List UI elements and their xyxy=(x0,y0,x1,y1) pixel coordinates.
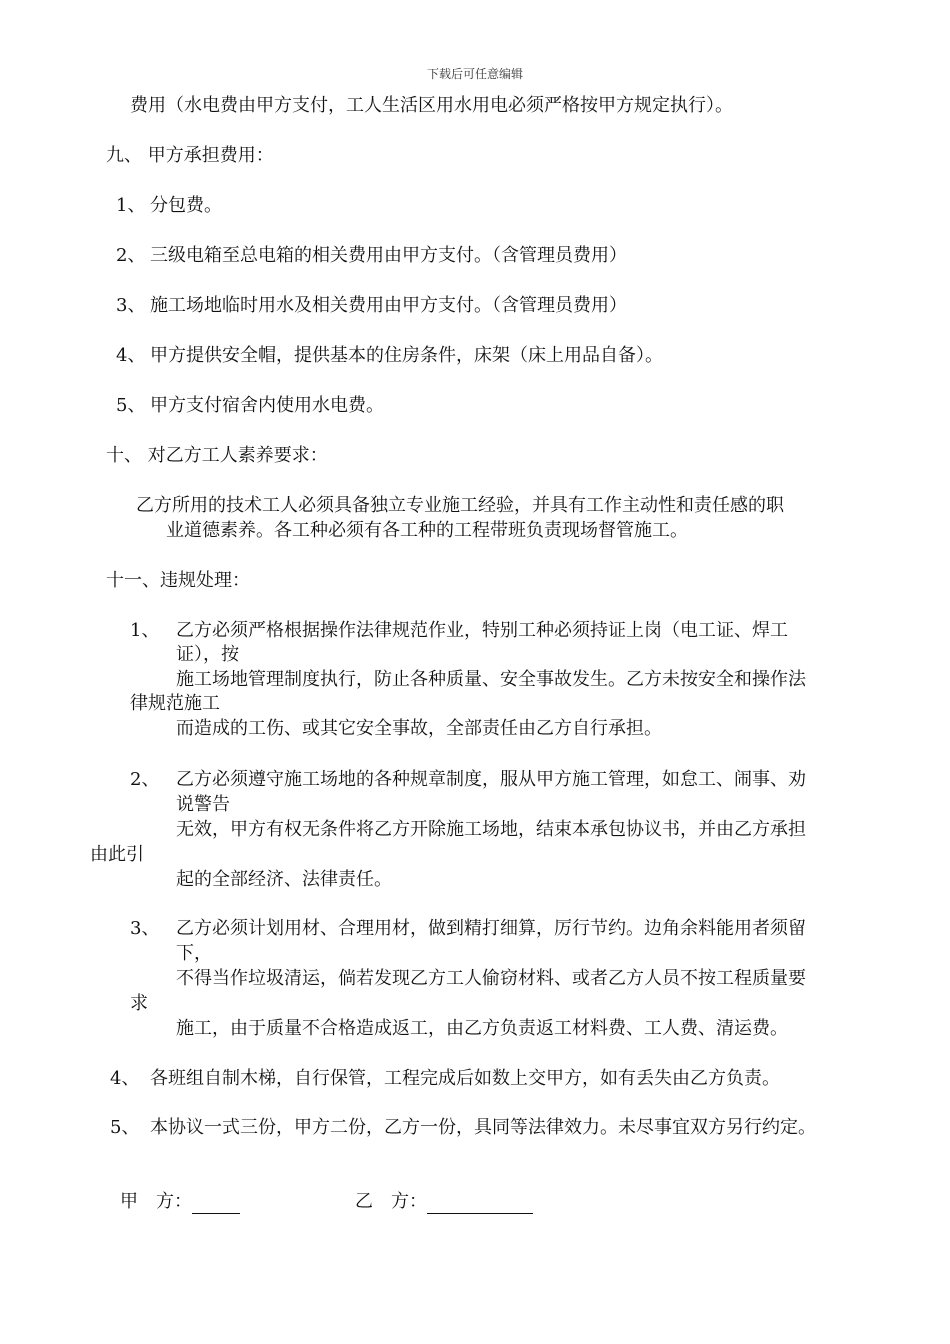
section-10-title: 十、 对乙方工人素养要求： xyxy=(106,445,328,466)
section-11-item-1-number: 1、 xyxy=(130,620,160,641)
section-10-line-2: 业道德素养。各工种必须有各工种的工程带班负责现场督管施工。 xyxy=(166,520,688,541)
section-9-item-5-number: 5、 xyxy=(116,395,146,416)
section-11-item-1-line-4: 律规范施工 xyxy=(130,693,220,714)
section-11-item-1-line-1: 乙方必须严格根据操作法律规范作业，特别工种必须持证上岗（电工证、焊工 xyxy=(176,620,788,641)
section-9-item-4-text: 甲方提供安全帽，提供基本的住房条件，床架（床上用品自备）。 xyxy=(150,345,663,366)
party-a-label: 甲 方： xyxy=(120,1191,192,1212)
section-11-item-2-number: 2、 xyxy=(130,769,160,790)
section-11-item-1-line-5: 而造成的工伤、或其它安全事故，全部责任由乙方自行承担。 xyxy=(176,718,662,739)
section-11-item-1-line-3: 施工场地管理制度执行，防止各种质量、安全事故发生。乙方未按安全和操作法 xyxy=(176,669,806,690)
section-11-title: 十一、违规处理： xyxy=(106,570,250,591)
section-11-item-4-text: 各班组自制木梯，自行保管，工程完成后如数上交甲方，如有丢失由乙方负责。 xyxy=(150,1068,780,1089)
party-a-signature xyxy=(120,1190,240,1214)
section-11-item-5-number: 5、 xyxy=(110,1117,140,1138)
section-11-item-3-line-1: 乙方必须计划用材、合理用材，做到精打细算，厉行节约。边角余料能用者须留 xyxy=(176,918,806,939)
section-9-item-3-text: 施工场地临时用水及相关费用由甲方支付。（含管理员费用） xyxy=(150,295,627,316)
page-header: 下载后可任意编辑 xyxy=(426,67,523,81)
section-11-item-3-line-2: 下， xyxy=(176,943,212,964)
section-11-item-2-line-3: 无效，甲方有权无条件将乙方开除施工场地，结束本承包协议书，并由乙方承担 xyxy=(176,819,806,840)
section-9-item-1-number: 1、 xyxy=(116,195,146,216)
section-11-item-2-line-1: 乙方必须遵守施工场地的各种规章制度，服从甲方施工管理，如怠工、闹事、劝 xyxy=(176,769,806,790)
section-11-item-1-line-2: 证），按 xyxy=(176,644,239,665)
section-9-item-5-text: 甲方支付宿舍内使用水电费。 xyxy=(150,395,384,416)
party-b-signature-line[interactable] xyxy=(427,1193,533,1214)
section-9-item-2-text: 三级电箱至总电箱的相关费用由甲方支付。（含管理员费用） xyxy=(150,245,627,266)
section-11-item-3-line-5: 施工，由于质量不合格造成返工，由乙方负责返工材料费、工人费、清运费。 xyxy=(176,1018,788,1039)
section-10-line-1: 乙方所用的技术工人必须具备独立专业施工经验，并具有工作主动性和责任感的职 xyxy=(136,495,784,516)
section-9-item-1-text: 分包费。 xyxy=(150,195,222,216)
party-b-label: 乙 方： xyxy=(355,1191,427,1212)
intro-line: 费用（水电费由甲方支付，工人生活区用水用电必须严格按甲方规定执行）。 xyxy=(130,95,733,116)
section-11-item-5-text: 本协议一式三份，甲方二份，乙方一份，具同等法律效力。未尽事宜双方另行约定。 xyxy=(150,1117,816,1138)
section-9-item-3-number: 3、 xyxy=(116,295,146,316)
section-9-title: 九、 甲方承担费用： xyxy=(106,145,274,166)
party-a-signature-line[interactable] xyxy=(192,1193,240,1214)
section-11-item-3-line-3: 不得当作垃圾清运，倘若发现乙方工人偷窃材料、或者乙方人员不按工程质量要 xyxy=(176,968,806,989)
section-11-item-3-line-4: 求 xyxy=(130,993,148,1014)
section-9-item-2-number: 2、 xyxy=(116,245,146,266)
section-9-item-4-number: 4、 xyxy=(116,345,146,366)
section-11-item-3-number: 3、 xyxy=(130,918,160,939)
section-11-item-2-line-2: 说警告 xyxy=(176,794,230,815)
section-11-item-2-line-5: 起的全部经济、法律责任。 xyxy=(176,869,392,890)
section-11-item-4-number: 4、 xyxy=(110,1068,140,1089)
party-b-signature xyxy=(355,1190,533,1214)
section-11-item-2-line-4: 由此引 xyxy=(90,844,144,865)
